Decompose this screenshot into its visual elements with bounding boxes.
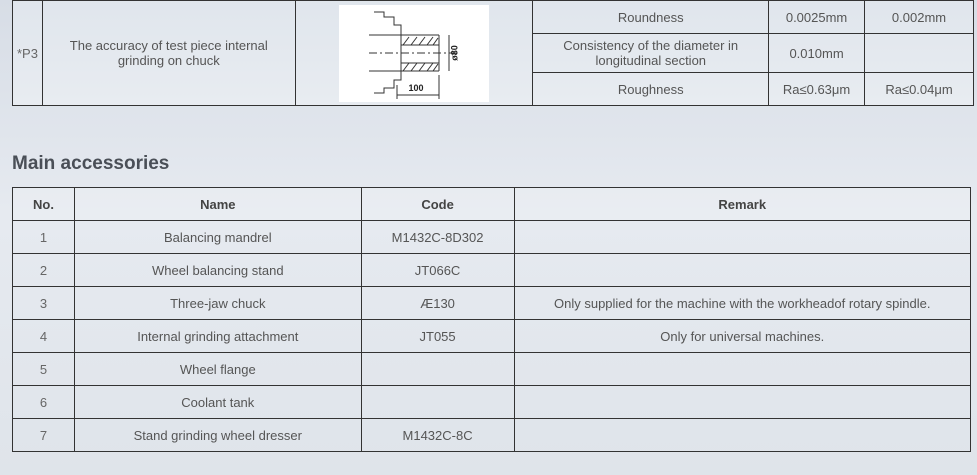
precision-item-id: *P3 [13, 1, 43, 106]
precision-value-2: Ra≤0.04μm [865, 73, 974, 106]
row-number: 1 [13, 221, 75, 254]
row-remark [514, 254, 971, 287]
precision-label: Roundness [533, 1, 769, 34]
precision-value-2 [865, 34, 974, 73]
table-row [13, 287, 971, 320]
row-remark [514, 353, 971, 386]
precision-value-1: 0.0025mm [769, 1, 865, 34]
precision-value-2: 0.002mm [865, 1, 974, 34]
row-name: Balancing mandrel [74, 221, 361, 254]
length-dimension-label: 100 [408, 82, 424, 93]
precision-table [12, 0, 974, 106]
precision-value-1: Ra≤0.63μm [769, 73, 865, 106]
row-remark [514, 221, 971, 254]
row-name: Internal grinding attachment [74, 320, 361, 353]
row-number: 3 [13, 287, 75, 320]
column-header-name: Name [74, 188, 361, 221]
row-code [361, 353, 514, 386]
row-code: M1432C-8D302 [361, 221, 514, 254]
row-code: JT066C [361, 254, 514, 287]
test-piece-drawing-cell [295, 1, 533, 106]
row-remark [514, 386, 971, 419]
row-number: 4 [13, 320, 75, 353]
row-name: Three-jaw chuck [74, 287, 361, 320]
precision-label: Consistency of the diameter in longitudinal section [533, 34, 769, 73]
row-name: Stand grinding wheel dresser [74, 419, 361, 452]
row-number: 2 [13, 254, 75, 287]
table-row [13, 353, 971, 386]
test-piece-drawing [339, 5, 489, 102]
column-header-remark: Remark [514, 188, 971, 221]
row-code [361, 386, 514, 419]
precision-value-1: 0.010mm [769, 34, 865, 73]
diameter-dimension-label: ø80 [449, 44, 460, 61]
precision-label: Roughness [533, 73, 769, 106]
column-header-code: Code [361, 188, 514, 221]
row-number: 7 [13, 419, 75, 452]
table-row [13, 254, 971, 287]
table-row [13, 386, 971, 419]
row-remark: Only for universal machines. [514, 320, 971, 353]
table-row [13, 221, 971, 254]
row-name: Wheel balancing stand [74, 254, 361, 287]
section-title: Main accessories [12, 153, 170, 174]
row-name: Coolant tank [74, 386, 361, 419]
row-remark: Only supplied for the machine with the workheadof rotary spindle. [514, 287, 971, 320]
row-code: M1432C-8C [361, 419, 514, 452]
row-code: JT055 [361, 320, 514, 353]
accessories-table [12, 187, 971, 452]
precision-description: The accuracy of test piece internal grinding on chuck [42, 1, 295, 106]
precision-row-roundness [13, 1, 974, 34]
column-header-no: No. [13, 188, 75, 221]
row-number: 5 [13, 353, 75, 386]
row-code: Æ130 [361, 287, 514, 320]
row-name: Wheel flange [74, 353, 361, 386]
accessories-header-row [13, 188, 971, 221]
row-remark [514, 419, 971, 452]
row-number: 6 [13, 386, 75, 419]
table-row [13, 419, 971, 452]
table-row [13, 320, 971, 353]
